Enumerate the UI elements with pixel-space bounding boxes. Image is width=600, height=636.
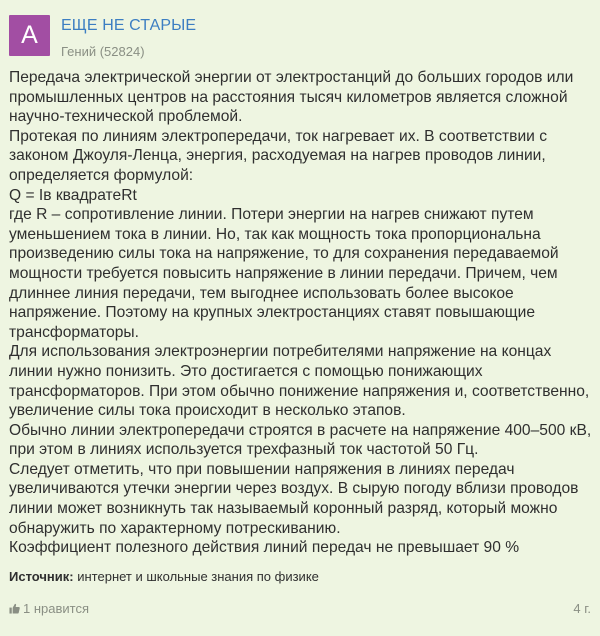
answer-paragraph: Обычно линии электропередачи строятся в расчете на напряжение 400–500 кВ, при этом в линиях используется трехфазный ток частотой 50 Гц. <box>9 421 592 459</box>
answer-text <box>9 68 593 558</box>
source-label: Источник: <box>9 569 74 584</box>
source-text: интернет и школьные знания по физике <box>73 569 319 584</box>
answer-paragraph: Передача электрической энергии от электростанций до больших городов или промышленных центров на расстояния тысяч километров является сложной научно-технической проблемой. <box>9 69 574 126</box>
answer-paragraph: Следует отметить, что при повышении напряжения в линиях передач увеличиваются утечки энергии через воздух. В сырую погоду вблизи проводов линии может возникнуть так называемый коронный разряд, который можно обнаружить по характерному потрескиванию. <box>9 460 579 537</box>
answer-paragraph: Протекая по линиям электропередачи, ток нагревает их. В соответствии с законом Джоуля-Ленца, энергия, расходуемая на нагрев проводов линии, определяется формулой: <box>9 127 548 184</box>
answer-header <box>9 15 196 63</box>
likes-count: 1 нравится <box>23 600 89 616</box>
user-info <box>61 16 196 61</box>
answer-paragraph: Для использования электроэнергии потребителями напряжение на концах линии нужно понизить. Это достигается с помощью понижающих трансформаторов. При этом обычно понижение напряжения и, соответственно, увеличение силы тока происходит в несколько этапов. <box>9 343 590 420</box>
username-link[interactable]: ЕЩЕ НЕ СТАРЫЕ <box>61 17 197 34</box>
like-button[interactable] <box>9 601 89 616</box>
avatar[interactable]: A <box>9 15 50 56</box>
answer-paragraph: где R – сопротивление линии. Потери энергии на нагрев снижают путем уменьшением тока в линии. Но, так как мощность тока пропорциональна произведению силы тока на напряжение, то для сохранения передаваемой мощности требуется повысить напряжение в линии передачи. Причем, чем длиннее линия передачи, тем выгоднее использовать более высокое напряжение. Поэтому на крупных электростанциях ставят повышающие трансформаторы. <box>9 206 559 341</box>
answer-footer <box>9 598 591 618</box>
user-rank: Гений (52824) <box>61 44 145 59</box>
answer-time: 4 г. <box>573 600 591 616</box>
thumbs-up-icon <box>9 603 20 614</box>
answer-paragraph: Коэффициент полезного действия линий передач не превышает 90 % <box>9 539 520 557</box>
answer-formula: Q = Iв квадратеRt <box>9 186 137 204</box>
answer-source <box>9 568 319 586</box>
